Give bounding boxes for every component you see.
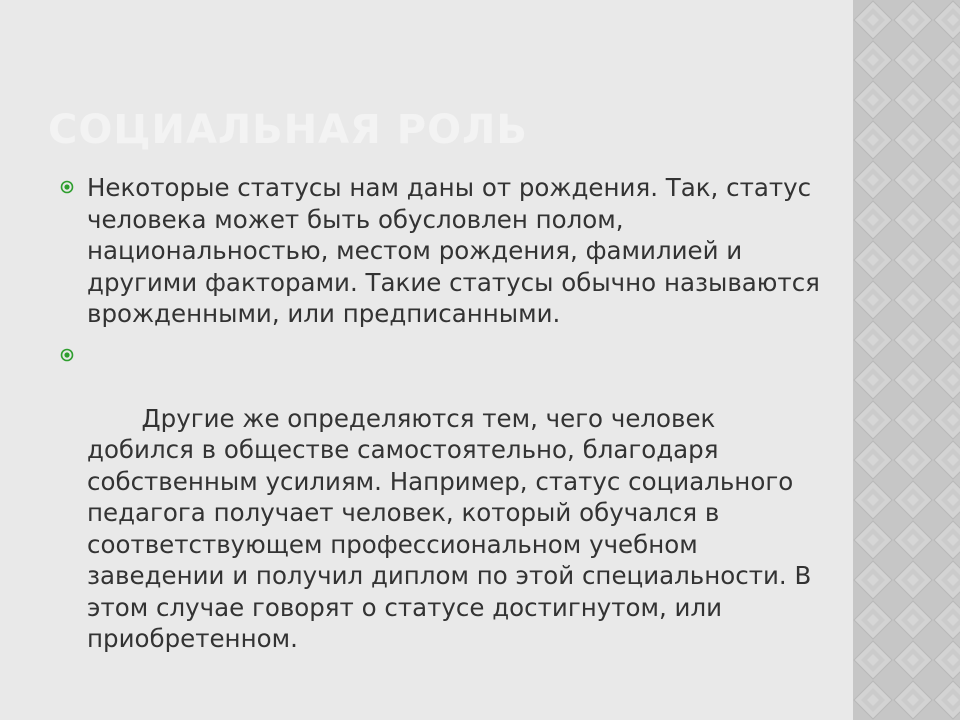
slide-title: СОЦИАЛЬНАЯ РОЛЬ bbox=[48, 107, 528, 153]
bullet-text: Некоторые статусы нам даны от рождения. Так, статус человека может быть обусловлен полом, национальностью, местом рождения, фамилией и другими факторами. Такие статусы обычно называются врожденными, или предписанными. bbox=[87, 173, 820, 328]
bullet-text: Другие же определяются тем, чего человек добился в обществе самостоятельно, благодаря собственным усилиям. Например, статус социального педагога получает человек, который обучался в соответствующем профессиональном учебном заведении и получил диплом по этой специальности. В этом случае говорят о статусе достигнутом, или приобретенном. bbox=[87, 403, 820, 653]
bullet-item bbox=[60, 172, 820, 330]
circled-dot-icon bbox=[60, 180, 74, 194]
circled-dot-icon bbox=[60, 348, 74, 362]
diamond-pattern-panel bbox=[853, 0, 960, 720]
slide-body bbox=[60, 172, 820, 696]
bullet-item bbox=[60, 340, 820, 687]
